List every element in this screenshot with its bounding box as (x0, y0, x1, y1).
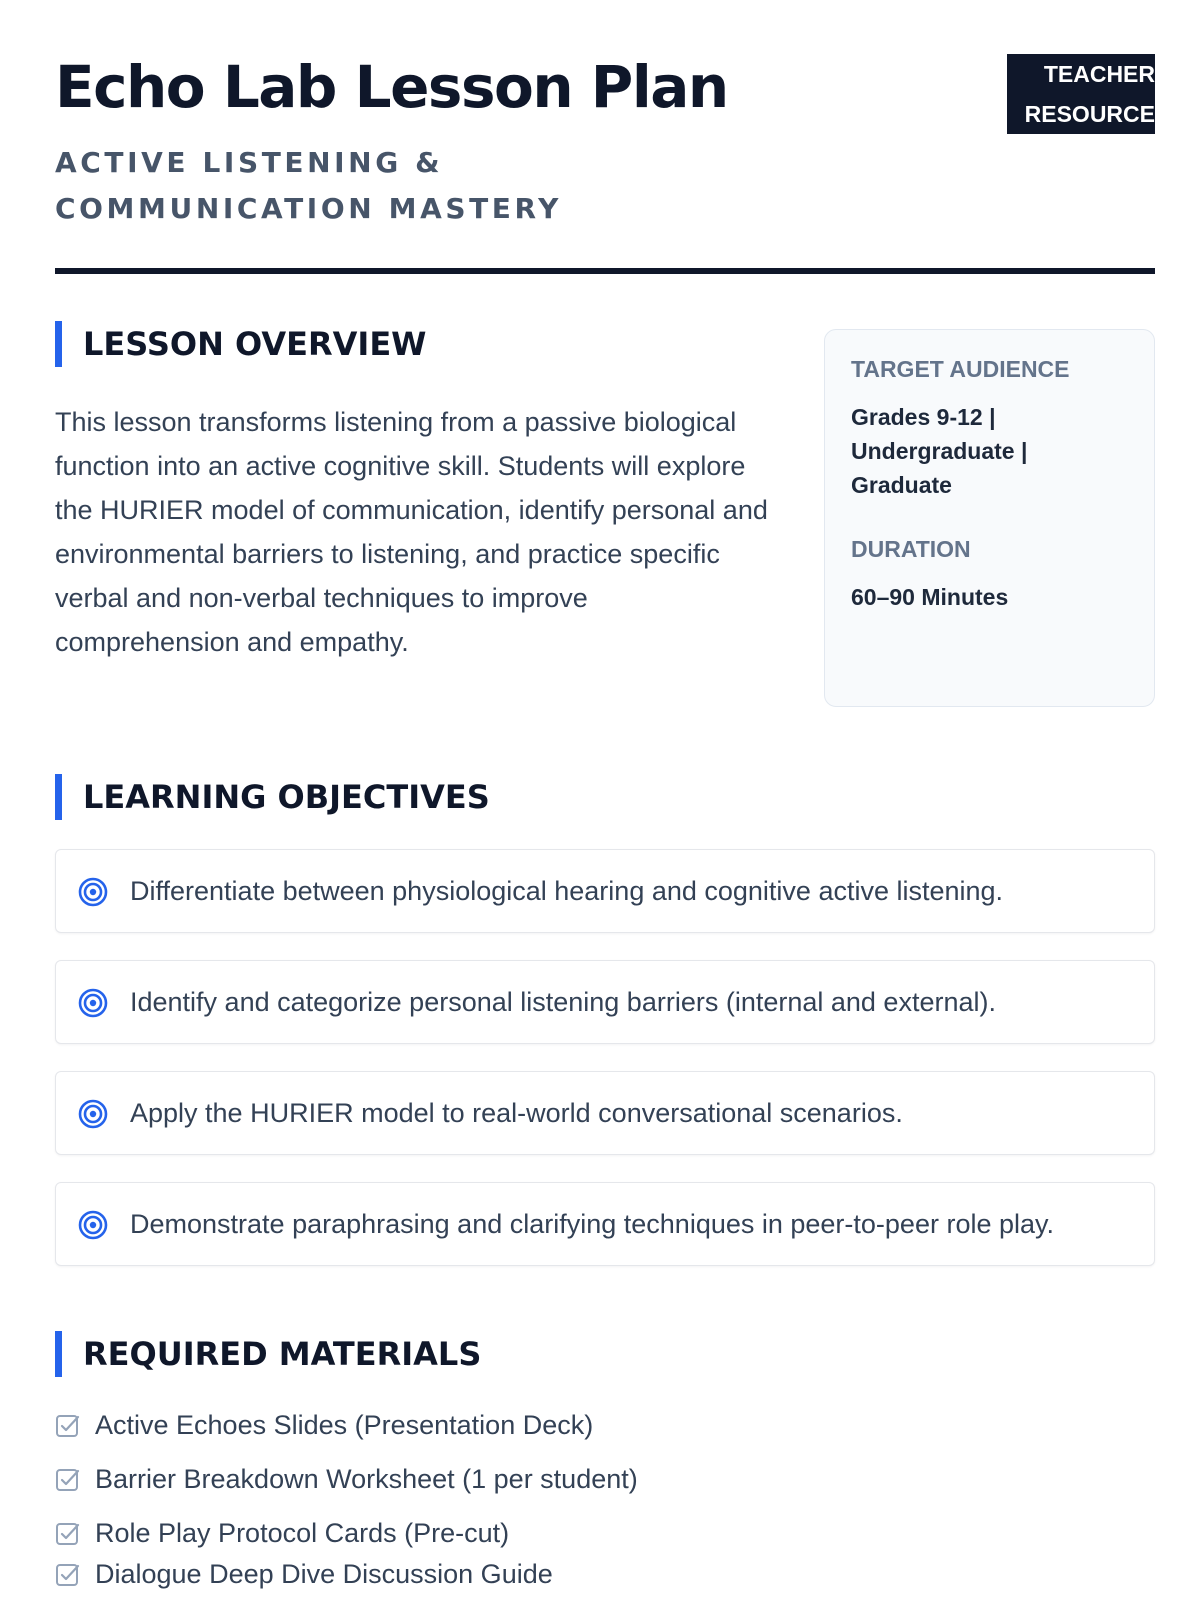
header (55, 52, 1155, 270)
checkbox-icon (55, 1562, 81, 1588)
target-icon (78, 877, 108, 907)
objective-item (55, 1071, 1155, 1155)
materials-heading: REQUIRED MATERIALS (55, 1331, 481, 1377)
material-text: Barrier Breakdown Worksheet (1 per student) (95, 1464, 638, 1494)
page-title: Echo Lab Lesson Plan (55, 53, 728, 121)
target-icon (78, 988, 108, 1018)
objective-item (55, 960, 1155, 1044)
audience-label: TARGET AUDIENCE (851, 356, 1070, 382)
material-item (55, 1405, 1155, 1445)
duration-value: 60–90 Minutes (851, 584, 1009, 610)
material-text: Active Echoes Slides (Presentation Deck) (95, 1410, 594, 1440)
target-icon (78, 1099, 108, 1129)
objective-text: Differentiate between physiological hearing and cognitive active listening. (130, 876, 1004, 906)
material-text: Role Play Protocol Cards (Pre-cut) (95, 1518, 510, 1548)
objective-text: Identify and categorize personal listening barriers (internal and external). (130, 987, 996, 1017)
objective-text: Apply the HURIER model to real-world conversational scenarios. (130, 1098, 903, 1128)
material-item (55, 1554, 1155, 1594)
audience-value: Grades 9-12 | Undergraduate | Graduate (851, 404, 1028, 498)
teacher-resource-badge (1007, 54, 1155, 134)
material-item (55, 1459, 1155, 1499)
material-text: Dialogue Deep Dive Discussion Guide (95, 1559, 553, 1589)
objective-item (55, 849, 1155, 933)
checkbox-icon (55, 1467, 81, 1493)
objective-text: Demonstrate paraphrasing and clarifying techniques in peer-to-peer role play. (130, 1209, 1055, 1239)
checkbox-icon (55, 1521, 81, 1547)
info-card (824, 329, 1155, 707)
overview-heading: LESSON OVERVIEW (55, 321, 426, 367)
checkbox-icon (55, 1413, 81, 1439)
header-divider (55, 268, 1155, 274)
material-item (55, 1513, 1155, 1553)
page-subtitle: ACTIVE LISTENING & COMMUNICATION MASTERY (55, 146, 563, 225)
badge-line-1: TEACHER (1043, 61, 1155, 87)
target-icon (78, 1210, 108, 1240)
objective-item (55, 1182, 1155, 1266)
badge-line-2: RESOURCE (1024, 101, 1155, 127)
objectives-heading: LEARNING OBJECTIVES (55, 774, 490, 820)
lesson-plan-page (55, 0, 1155, 1600)
overview-body: This lesson transforms listening from a passive biological function into an active cognitive skill. Students will explore the HURIER model of communication, identify personal and environmental barriers to listening, and practice specific verbal and non-verbal techniques to improve comprehension and empathy. (55, 407, 768, 657)
duration-label: DURATION (851, 536, 971, 562)
